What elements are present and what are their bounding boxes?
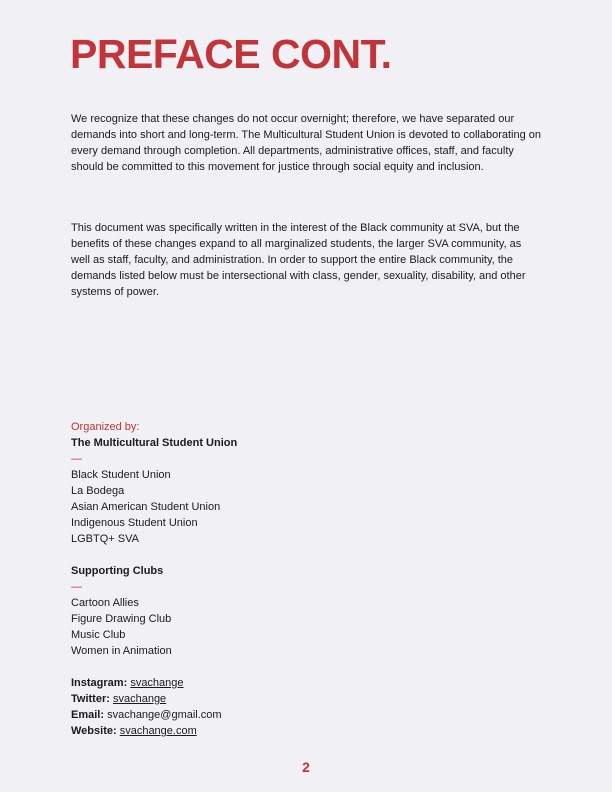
club-item: Music Club bbox=[71, 629, 126, 641]
page-number: 2 bbox=[302, 759, 310, 775]
club-item: Cartoon Allies bbox=[71, 597, 139, 609]
email-value: svachange@gmail.com bbox=[107, 709, 222, 721]
member-item: Asian American Student Union bbox=[71, 501, 221, 513]
twitter-link[interactable]: svachange bbox=[112, 693, 167, 705]
website-label: Website: bbox=[71, 725, 117, 737]
member-item: LGBTQ+ SVA bbox=[71, 533, 139, 545]
member-item: Black Student Union bbox=[71, 469, 171, 481]
organized-by-label: Organized by: bbox=[71, 421, 140, 433]
preface-paragraph-1: We recognize that these changes do not occur overnight; therefore, we have separated our demands into short and long-term. The Multicultural Student Union is devoted to collaborating on every demand through completion. All departments, administrative offices, staff, and faculty should be committed to this movement for justice through social equity and inclusion. bbox=[71, 113, 542, 173]
instagram-link[interactable]: svachange bbox=[130, 677, 184, 689]
contact-twitter bbox=[71, 691, 371, 707]
club-item: Figure Drawing Club bbox=[71, 613, 172, 625]
email-label: Email: bbox=[71, 709, 105, 721]
supporting-clubs-heading: Supporting Clubs bbox=[71, 565, 164, 577]
organizers-section bbox=[71, 419, 371, 739]
supporting-dash-divider: — bbox=[71, 581, 82, 593]
section-gap bbox=[71, 659, 371, 675]
instagram-label: Instagram: bbox=[71, 677, 128, 689]
member-item: La Bodega bbox=[71, 485, 125, 497]
organizer-heading: The Multicultural Student Union bbox=[71, 437, 238, 449]
organizer-dash-divider: — bbox=[71, 453, 82, 465]
website-link[interactable]: svachange.com bbox=[119, 725, 197, 737]
page-title: PREFACE CONT. bbox=[70, 31, 392, 77]
section-gap bbox=[71, 547, 371, 563]
preface-paragraph-2: This document was specifically written in the interest of the Black community at SVA, but the benefits of these changes expand to all marginalized students, the larger SVA community, as well as staff, faculty, and administration. In order to support the entire Black community, the demands listed below must be intersectional with class, gender, sexuality, disability, and other systems of power. bbox=[71, 222, 526, 298]
contact-instagram bbox=[71, 675, 371, 691]
member-item: Indigenous Student Union bbox=[71, 517, 198, 529]
contact-website bbox=[71, 723, 371, 739]
twitter-label: Twitter: bbox=[71, 693, 110, 705]
club-item: Women in Animation bbox=[71, 645, 172, 657]
contact-email bbox=[71, 707, 371, 723]
